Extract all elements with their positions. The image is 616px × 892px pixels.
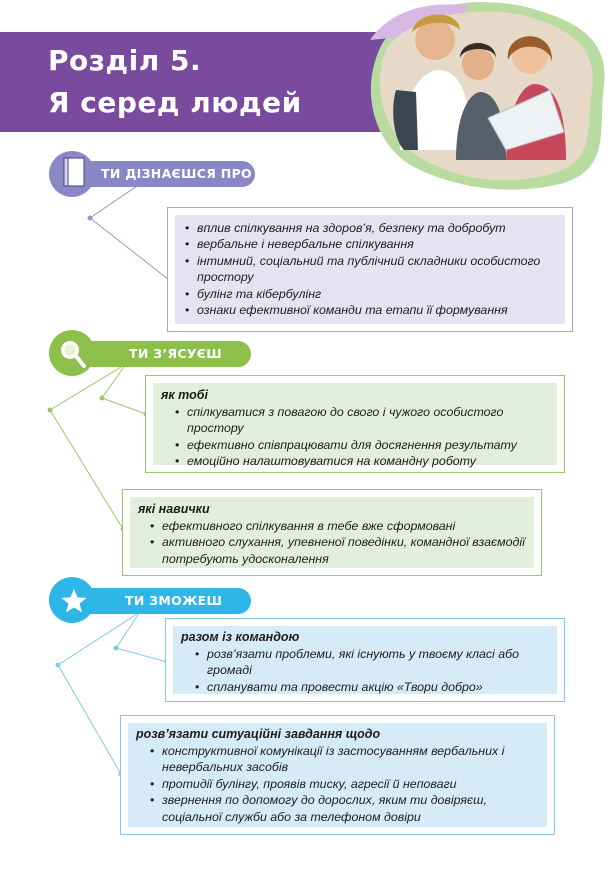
learn-list — [183, 220, 557, 318]
list-item: • звернення по допомогу до дорослих, яким ти довіряєш, соціальної служби або за телефоном довіри — [148, 792, 539, 825]
can-box-1-list — [193, 646, 549, 695]
can-tag-label: ТИ ЗМОЖЕШ — [125, 593, 223, 608]
can-box-1-heading: разом із командою — [181, 630, 300, 644]
magnifier-icon — [59, 339, 87, 369]
list-item: • ефективно співпрацювати для досягнення результату — [173, 437, 549, 453]
list-item: • активного слухання, упевненої поведінки, командної взаємодії потребують удосконалення — [148, 534, 526, 567]
list-item: • вербальне і невербальне спілкування — [183, 236, 557, 252]
discover-box-2-heading: які навички — [138, 502, 210, 516]
list-item: • спланувати та провести акцію «Твори добро» — [193, 679, 549, 695]
list-item: • ознаки ефективної команди та етапи її формування — [183, 302, 557, 318]
list-item: • конструктивної комунікації із застосуванням вербальних і невербальних засобів — [148, 743, 539, 776]
can-tag — [71, 588, 251, 614]
discover-box-1-list — [173, 404, 549, 470]
discover-box-1-heading: як тобі — [161, 388, 208, 402]
list-item: • протидії булінгу, проявів тиску, агресії й неповаги — [148, 776, 539, 792]
list-item: • ефективного спілкування в тебе вже сформовані — [148, 518, 526, 534]
students-photo — [360, 0, 610, 190]
discover-box-1 — [145, 375, 565, 473]
can-box-2-list — [148, 743, 539, 825]
section-title: Я серед людей — [48, 86, 302, 119]
can-box-2 — [120, 715, 555, 835]
learn-tag — [71, 161, 255, 187]
list-item: • розв’язати проблеми, які існують у твоєму класі або громаді — [193, 646, 549, 679]
section-number: Розділ 5. — [48, 44, 202, 77]
list-item: • вплив спілкування на здоров’я, безпеку та добробут — [183, 220, 557, 236]
learn-tag-label: ТИ ДІЗНАЄШСЯ ПРО — [101, 166, 252, 181]
learn-box — [167, 207, 573, 332]
discover-tag — [71, 341, 251, 367]
book-icon — [63, 157, 85, 187]
discover-box-2 — [122, 489, 542, 576]
can-box-2-heading: розв’язати ситуаційні завдання щодо — [136, 727, 381, 741]
list-item: • спілкуватися з повагою до свого і чужого особистого простору — [173, 404, 549, 437]
can-box-1 — [165, 618, 565, 702]
list-item: • інтимний, соціальний та публічний складники особистого простору — [183, 253, 557, 286]
star-icon — [60, 587, 88, 615]
list-item: • булінг та кібербулінг — [183, 286, 557, 302]
discover-box-2-list — [148, 518, 526, 567]
list-item: • емоційно налаштовуватися на командну роботу — [173, 453, 549, 469]
discover-tag-label: ТИ З’ЯСУЄШ — [129, 346, 223, 361]
